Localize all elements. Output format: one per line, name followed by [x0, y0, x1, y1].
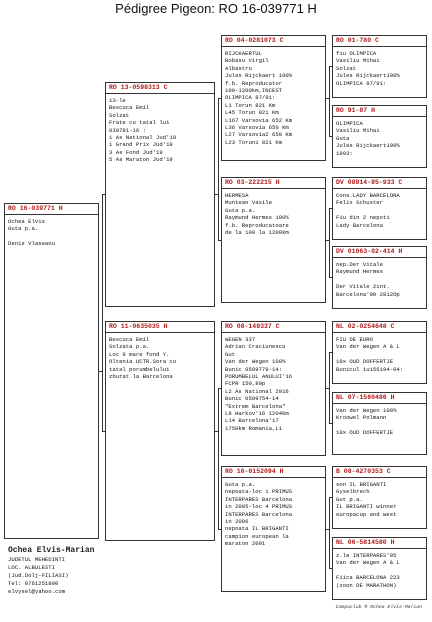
- pigeon-info-line: Ochea Elvis: [8, 218, 45, 225]
- ring-number: RO 04-0281073 C: [222, 36, 325, 47]
- pigeon-card-sire-dam-sire: [332, 177, 427, 240]
- pigeon-info-line: L23 Torun1 821 Km: [225, 138, 283, 146]
- pigeon-info-line: PORUMBELUL ANULUI'16: [225, 373, 293, 381]
- pigeon-info-line: [8, 233, 95, 240]
- pigeon-info-line: Guta p.a.: [225, 481, 256, 488]
- pigeon-info-line: OLIMPICA 87/91:: [225, 94, 276, 102]
- pigeon-info-line: [336, 207, 423, 214]
- pigeon-card-sire-sire-dam: [332, 105, 427, 168]
- owner-info: [8, 546, 94, 596]
- ring-number: RO 11-0635035 H: [106, 322, 214, 333]
- pigeon-info-line: HERMESA: [225, 192, 249, 199]
- pigeon-info-line: f.b. Reproducator: [225, 79, 283, 87]
- pigeon-info-line: Bunic 0509754-14: [225, 395, 279, 403]
- pigeon-info-line: 3 As Fond Jud'19: [109, 148, 163, 156]
- pigeon-info-line: Kroowel Polmann: [336, 414, 387, 422]
- ring-number: NL 06-5814580 H: [333, 538, 426, 549]
- connector-line: [218, 388, 221, 389]
- connector-line: [218, 98, 221, 99]
- ring-number: DV 01063-02-414 H: [333, 247, 426, 258]
- pigeon-info-line: [336, 422, 423, 429]
- ring-number: NL 02-0254648 C: [333, 322, 426, 333]
- connector-line: [329, 136, 332, 137]
- pigeon-info-line: Muntean Vasile: [225, 199, 272, 207]
- pigeon-info-line: zburat la Barcelona: [109, 373, 173, 381]
- pigeon-info-line: Bescuca Emil: [109, 104, 150, 112]
- pigeon-card-dam-dam: [221, 466, 326, 592]
- pigeon-info-line: 5 As Maraton Jud'19: [109, 156, 173, 164]
- pigeon-info-line: Oltenia UCTR.Sora cu: [109, 358, 177, 366]
- ring-number: RO 91-87 H: [333, 106, 426, 117]
- connector-line: [329, 568, 332, 569]
- pigeon-info-line: maraton 2001: [225, 540, 266, 548]
- pigeon-info-line: Vasiliu Mihai: [336, 127, 380, 135]
- pigeon-info-line: L2 As National 2016: [225, 387, 289, 395]
- pigeon-info-line: Solzata p.a.: [109, 343, 150, 351]
- ring-number: RO 01-780 C: [333, 36, 426, 47]
- ring-number: RO 03-222215 H: [222, 178, 325, 189]
- connector-line: [329, 66, 330, 137]
- pigeon-info-line: campion european la: [225, 532, 289, 540]
- pigeon-info-line: Guta p.a.: [8, 225, 39, 233]
- pigeon-details: [222, 478, 325, 548]
- pigeon-info-line: Denis Vlaseanu: [8, 240, 55, 248]
- pigeon-details: [222, 189, 325, 236]
- pigeon-info-line: fiu OLIMPICA: [336, 50, 377, 57]
- pigeon-card-sire: [105, 82, 215, 307]
- pigeon-info-line: (zoon DE MARATHON): [336, 581, 397, 589]
- pigeon-info-line: in 2006: [225, 518, 249, 526]
- ring-number: RO 10-0152094 H: [222, 467, 325, 478]
- pigeon-info-line: 039781-16 :: [109, 126, 146, 134]
- owner-email: elvysel@yahoo.com: [8, 588, 66, 595]
- pigeon-info-line: 1 As National Jud'19: [109, 134, 177, 142]
- pigeon-info-line: Solzat: [109, 111, 130, 119]
- pigeon-card-sire-dam-dam: [332, 246, 427, 309]
- pigeon-info-line: Jules Rijckaert100%: [336, 142, 400, 150]
- pigeon-info-line: 19x OUD DOFFERTJE: [336, 358, 394, 366]
- ring-number: RO 13-0598313 C: [106, 83, 214, 94]
- pigeon-card-sire-sire-sire: [332, 35, 427, 98]
- ring-number: B 08-4270353 C: [333, 467, 426, 478]
- pigeon-info-line: Raymund Hermes: [336, 268, 383, 276]
- connector-line: [218, 529, 221, 530]
- pigeon-info-line: FCPR 150,89p: [225, 380, 266, 388]
- pigeon-info-line: de la 100 la 1200km: [225, 229, 289, 237]
- pigeon-info-line: Fiica BARCELONA 223: [336, 574, 400, 582]
- pigeon-info-line: Guta: [336, 134, 350, 142]
- pigeon-card-dam-dam-sire: [332, 466, 427, 529]
- pigeon-info-line: WEGEN 337: [225, 336, 256, 343]
- pigeon-info-line: Felix Schuster: [336, 199, 383, 207]
- pigeon-info-line: Bescuca Emil: [109, 336, 150, 343]
- pigeon-details: [106, 333, 214, 380]
- pigeon-info-line: Van der Wegen 100%: [336, 407, 397, 414]
- connector-line: [218, 388, 219, 530]
- pigeon-info-line: in 2005-loc 4 PRIMUS: [225, 503, 293, 511]
- connector-line: [329, 423, 332, 424]
- pigeon-details: [333, 117, 426, 157]
- pigeon-info-line: 10x OUD DOFFERTJE: [336, 429, 394, 437]
- pigeon-info-line: Gyselbrech: [336, 488, 370, 496]
- owner-line: JUDETUL MEHEDINTI: [8, 556, 66, 563]
- pigeon-info-line: Bunic 0509779-14:: [225, 365, 283, 373]
- pigeon-info-line: 13-le: [109, 97, 126, 104]
- pigeon-info-line: nepoata-loc 1 PRIMUS: [225, 488, 293, 496]
- pigeon-card-dam: [105, 321, 215, 541]
- pigeon-info-line: Barcelona'90 2812Op: [336, 290, 400, 298]
- pigeon-info-line: L27 Varsovia2 650 Km: [225, 131, 293, 139]
- pigeon-info-line: L167 Varsovia 652 Km: [225, 116, 293, 124]
- ring-number: DV 08914-95-933 C: [333, 178, 426, 189]
- pigeon-info-line: son IL BRIGANTI: [336, 481, 387, 488]
- owner-line: (Jud.Dolj-FILIASI): [8, 572, 69, 579]
- pigeon-info-line: Van der Wegen A & L: [336, 559, 400, 567]
- pigeon-info-line: Raymund Hermes 100%: [225, 214, 289, 222]
- pigeon-info-line: tatal porumbelului: [109, 365, 170, 373]
- pigeon-info-line: nepoata IL BRIGANTI: [225, 525, 289, 533]
- pigeon-details: [222, 333, 325, 432]
- pigeon-info-line: L36 Varsovia 650 Km: [225, 124, 289, 132]
- pigeon-info-line: RIJCKAERTUL: [225, 50, 262, 57]
- ring-number: RO 08-149337 C: [222, 322, 325, 333]
- pigeon-info-line: nep.Der Vitale: [336, 261, 383, 268]
- pigeon-info-line: Gut: [225, 350, 236, 358]
- connector-line: [329, 352, 332, 353]
- connector-line: [329, 208, 330, 278]
- connector-line: [329, 497, 330, 569]
- pigeon-info-line: Bunicul 1ui56194-04:: [336, 365, 404, 373]
- pigeon-details: [333, 549, 426, 589]
- pigeon-info-line: [336, 351, 423, 358]
- pigeon-info-line: 100-1200km,INCEST: [225, 87, 283, 95]
- pigeon-info-line: Solzat: [336, 64, 357, 72]
- pigeon-info-line: Van der Wegen A & L: [336, 343, 400, 351]
- pigeon-card-dam-sire-dam: [332, 392, 427, 455]
- pigeon-details: [333, 189, 426, 229]
- pigeon-info-line: OLIMPICA: [336, 120, 363, 127]
- pigeon-info-line: f.b. Reproducatoare: [225, 221, 289, 229]
- pigeon-card-dam-sire-sire: [332, 321, 427, 384]
- connector-line: [329, 208, 332, 209]
- pigeon-info-line: Adrian Craciunescu: [225, 343, 286, 351]
- owner-phone: Tel: 0761251890: [8, 580, 59, 587]
- pigeon-card-dam-dam-dam: [332, 537, 427, 600]
- pigeon-info-line: Jules Rijckaert100%: [336, 72, 400, 80]
- pigeon-info-line: L1 Torun 821 Km: [225, 101, 276, 109]
- connector-line: [329, 352, 330, 424]
- connector-line: [329, 277, 332, 278]
- pigeon-info-line: "Extrem Barcelona": [225, 402, 286, 410]
- pigeon-card-sire-sire: [221, 35, 326, 161]
- pigeon-details: [333, 478, 426, 518]
- pigeon-info-line: Guta p.a.: [225, 206, 256, 214]
- pigeon-info-line: L14 Barcelona'17: [225, 417, 279, 425]
- pigeon-card-dam-sire: [221, 321, 326, 456]
- pigeon-info-line: Albastru: [225, 64, 252, 72]
- pigeon-info-line: FIU DE EURO: [336, 336, 373, 343]
- pigeon-info-line: INTERPARES Barcelona: [225, 510, 293, 518]
- connector-line: [218, 98, 219, 241]
- connector-line: [329, 66, 332, 67]
- pigeon-info-line: Gut p.a.: [336, 495, 363, 503]
- pigeon-info-line: OLIMPICA 87/91:: [336, 79, 387, 87]
- pigeon-info-line: Cons.LADY BARCELONA: [336, 192, 400, 199]
- pigeon-details: [333, 258, 426, 298]
- connector-line: [102, 194, 103, 432]
- pigeon-details: [5, 215, 98, 248]
- connector-line: [329, 497, 332, 498]
- pigeon-info-line: z.le INTERPARES'05: [336, 552, 397, 559]
- pigeon-info-line: INTERPARES Barcelona: [225, 495, 293, 503]
- pigeon-info-line: Lady Barcelona: [336, 221, 383, 229]
- pigeon-details: [333, 47, 426, 87]
- pigeon-info-line: Fiu din 2 nepoti: [336, 214, 390, 222]
- pigeon-details: [106, 94, 214, 164]
- pigeon-info-line: [336, 567, 423, 574]
- ring-number: RO 16-039771 H: [5, 204, 98, 215]
- pigeon-info-line: Van der Wegen 100%: [225, 358, 286, 366]
- pigeon-details: [333, 404, 426, 437]
- pigeon-details: [333, 333, 426, 373]
- pigeon-card-sire-dam: [221, 177, 326, 303]
- pigeon-info-line: Der Vitale 2int.: [336, 283, 390, 291]
- pigeon-info-line: Jules Rijckaert 100%: [225, 72, 293, 80]
- pigeon-info-line: L8 Harkov'16 1204km: [225, 410, 289, 418]
- connector-line: [218, 240, 221, 241]
- pigeon-info-line: L45 Torun 821 Km: [225, 109, 279, 117]
- pigeon-info-line: Frate cu tatal lui: [109, 119, 170, 127]
- pigeon-info-line: europacup and west: [336, 510, 397, 518]
- pigeon-info-line: Loc 9 mare fond Y.: [109, 350, 170, 358]
- pigeon-info-line: Bobasu Virgil: [225, 57, 269, 65]
- footer-credit: Compuclub ® Ochea Elvis-Marian: [335, 605, 422, 610]
- connector-line: [102, 431, 105, 432]
- connector-line: [102, 194, 105, 195]
- owner-line: LOC. ALBULESTI: [8, 564, 55, 571]
- owner-name: Ochea Elvis-Marian: [8, 546, 95, 555]
- pigeon-info-line: [336, 276, 423, 283]
- pigeon-info-line: 1993:: [336, 149, 353, 157]
- pigeon-card-subject: [4, 203, 99, 539]
- pigeon-info-line: 1750km Romania,L1: [225, 424, 283, 432]
- ring-number: NL 07-1560486 H: [333, 393, 426, 404]
- page-title: Pédigree Pigeon: RO 16-039771 H: [115, 1, 317, 16]
- pigeon-info-line: IL BRIGANTI winner: [336, 503, 397, 511]
- pigeon-info-line: 1 Grand Prix Jud'19: [109, 141, 173, 149]
- pigeon-info-line: Vasiliu Mihai: [336, 57, 380, 65]
- pigeon-details: [222, 47, 325, 146]
